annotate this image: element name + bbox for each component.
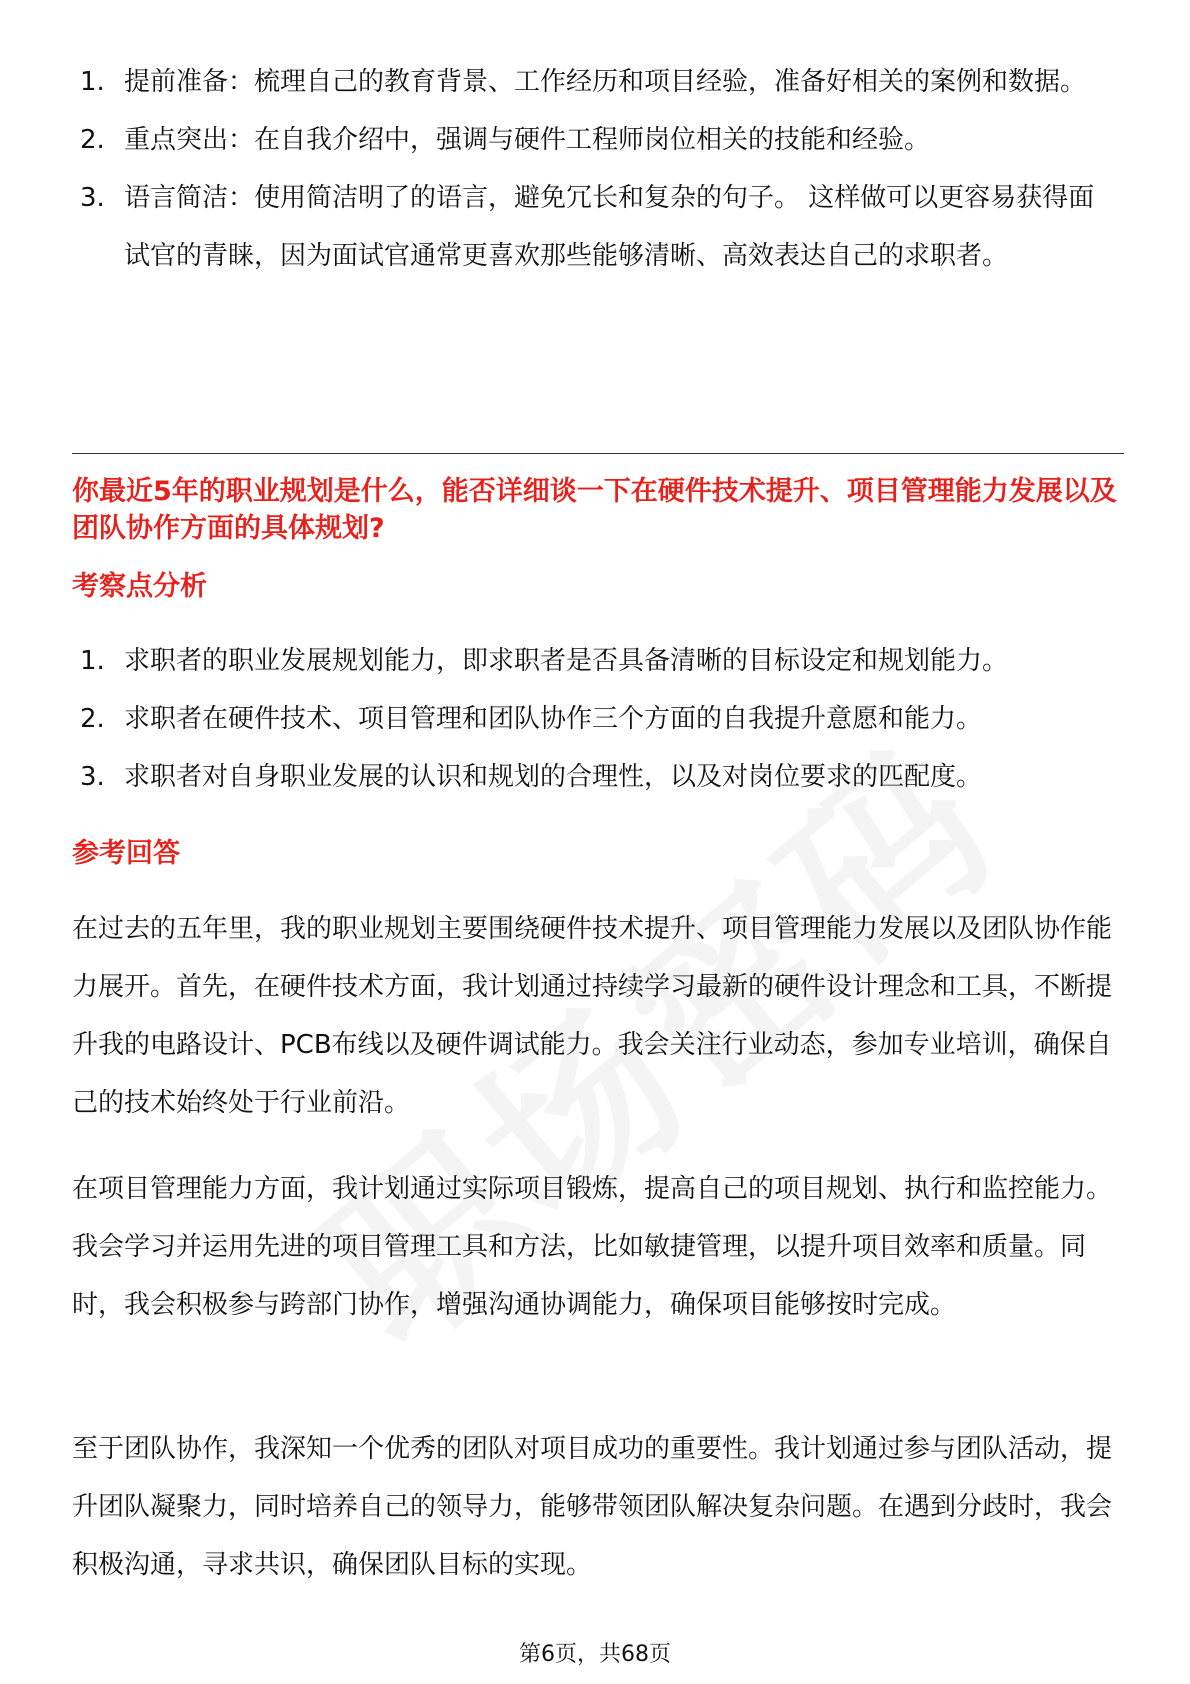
analysis-list xyxy=(80,632,1120,806)
list-text: 重点突出：在自我介绍中，强调与硬件工程师岗位相关的技能和经验。 xyxy=(124,125,931,155)
answer-paragraph: 在项目管理能力方面，我计划通过实际项目锻炼，提高自己的项目规划、执行和监控能力。我会学习并运用先进的项目管理工具和方法，比如敏捷管理，以提升项目效率和质量。同时，我会积极参与跨部门协作，增强沟通协调能力，确保项目能够按时完成。 xyxy=(72,1174,1113,1320)
list-item xyxy=(80,169,1120,285)
list-text: 求职者在硬件技术、项目管理和团队协作三个方面的自我提升意愿和能力。 xyxy=(124,704,983,734)
list-text: 求职者的职业发展规划能力，即求职者是否具备清晰的目标设定和规划能力。 xyxy=(124,646,1009,676)
analysis-heading: 考察点分析 xyxy=(72,571,207,602)
list-item xyxy=(80,748,1120,806)
answer-heading: 参考回答 xyxy=(72,838,180,869)
list-number: 2. xyxy=(80,125,105,155)
tips-list xyxy=(80,53,1120,285)
list-number: 3. xyxy=(80,762,105,792)
list-text: 求职者对自身职业发展的认识和规划的合理性，以及对岗位要求的匹配度。 xyxy=(124,762,983,792)
answer-paragraph: 至于团队协作，我深知一个优秀的团队对项目成功的重要性。我计划通过参与团队活动，提升团队凝聚力，同时培养自己的领导力，能够带领团队解决复杂问题。在遇到分歧时，我会积极沟通，寻求共识，确保团队目标的实现。 xyxy=(72,1434,1113,1580)
page-footer: 第6页，共68页 xyxy=(519,1642,671,1667)
question-title: 你最近5年的职业规划是什么，能否详细谈一下在硬件技术提升、项目管理能力发展以及团队协作方面的具体规划? xyxy=(72,476,1117,544)
list-item xyxy=(80,690,1120,748)
list-number: 1. xyxy=(80,67,105,97)
list-number: 1. xyxy=(80,646,105,676)
list-text: 提前准备：梳理自己的教育背景、工作经历和项目经验，准备好相关的案例和数据。 xyxy=(124,67,1087,97)
list-number: 3. xyxy=(80,183,105,213)
list-item xyxy=(80,111,1120,169)
list-item xyxy=(80,53,1120,111)
list-item xyxy=(80,632,1120,690)
section-divider xyxy=(72,453,1124,454)
list-number: 2. xyxy=(80,704,105,734)
list-text: 语言简洁：使用简洁明了的语言，避免冗长和复杂的句子。 这样做可以更容易获得面试官的青睐，因为面试官通常更喜欢那些能够清晰、高效表达自己的求职者。 xyxy=(124,183,1095,271)
answer-paragraph: 在过去的五年里，我的职业规划主要围绕硬件技术提升、项目管理能力发展以及团队协作能力展开。首先，在硬件技术方面，我计划通过持续学习最新的硬件设计理念和工具，不断提升我的电路设计、PCB布线以及硬件调试能力。我会关注行业动态，参加专业培训，确保自己的技术始终处于行业前沿。 xyxy=(72,914,1113,1118)
